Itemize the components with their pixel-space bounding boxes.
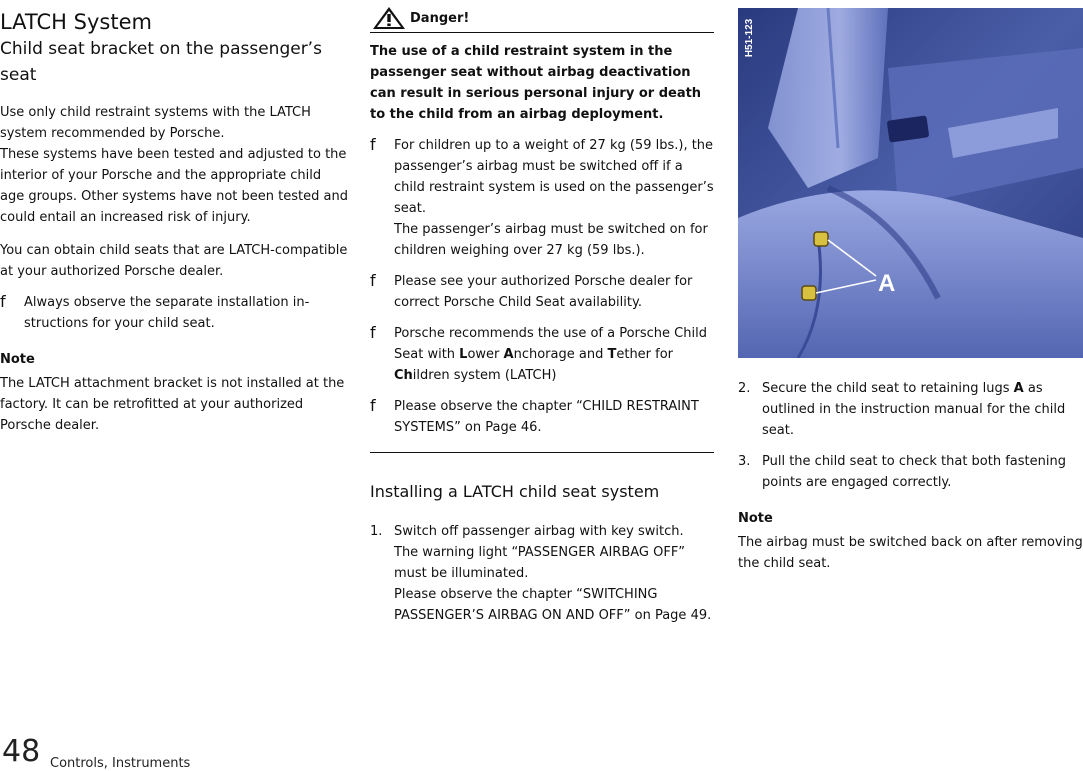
step-item (370, 521, 714, 626)
right-column (738, 378, 1083, 574)
step-text: Please observe the chapter “SWITCHING PASSENGER’S AIRBAG ON AND OFF” on Page 49. (394, 587, 712, 623)
bullet-marker: f (0, 292, 6, 311)
bullet-text-continued: The passenger’s airbag must be switched on for children weighing over 27 kg (59 lbs.). (394, 222, 708, 258)
note-text: The airbag must be switched back on after removing the child seat. (738, 535, 1083, 571)
bullet-text: Please observe the chapter “CHILD RESTRAINT SYSTEMS” on Page 46. (394, 399, 699, 435)
bullet-text: For children up to a weight of 27 kg (59 lbs.), the passenger’s airbag must be switched off if a child restraint system is used on the passenger’s seat. (394, 138, 714, 216)
middle-column (370, 0, 714, 626)
bullet-item (370, 271, 714, 313)
image-code: H51-123 (744, 18, 755, 58)
text-fragment: Secure the child seat to retaining lugs (762, 381, 1014, 396)
dealer-paragraph: You can obtain child seats that are LATCH-compatible at your authorized Porsche dealer. (0, 243, 348, 279)
warning-triangle-icon (372, 6, 406, 30)
note-text: The LATCH attachment bracket is not installed at the factory. It can be retrofitted at your authorized Porsche dealer. (0, 376, 345, 433)
page-number: 48 (2, 734, 41, 769)
text-fragment: ether for (616, 347, 674, 362)
text-fragment: ildren system (LATCH) (412, 368, 557, 383)
left-column (0, 0, 348, 436)
footer-section: Controls, Instruments (50, 756, 191, 771)
page-title: LATCH System (0, 10, 152, 34)
step-number: 1. (370, 524, 383, 539)
step-number: 2. (738, 381, 751, 396)
step-number: 3. (738, 454, 751, 469)
danger-end-rule (370, 452, 714, 453)
step-text: Pull the child seat to check that both fastening points are engaged correctly. (762, 454, 1066, 490)
intro-paragraph: Use only child restraint systems with the LATCH system recommended by Porsche. (0, 105, 311, 141)
latch-acronym-text (394, 323, 714, 386)
acronym-letter: L (459, 347, 468, 362)
bullet-item (370, 396, 714, 438)
section-heading: Installing a LATCH child seat system (370, 482, 660, 501)
text-fragment: nchorage and (513, 347, 608, 362)
note-heading: Note (738, 511, 773, 526)
step-item (738, 451, 1083, 493)
callout-a-label: A (878, 270, 896, 297)
text-fragment: as outlined in the instruction manual for the child seat. (762, 381, 1066, 438)
bullet-text: Always observe the separate installation in-structions for your child seat. (24, 295, 310, 331)
acronym-letter: T (607, 347, 617, 362)
step-text: The warning light “PASSENGER AIRBAG OFF” must be illuminated. (394, 545, 686, 581)
step-text: Switch off passenger airbag with key switch. (394, 524, 684, 539)
bullet-text: Please see your authorized Porsche dealer for correct Porsche Child Seat availability. (394, 274, 693, 310)
text-fragment: ower (467, 347, 504, 362)
danger-text: The use of a child restraint system in the passenger seat without airbag deactivation can result in serious personal injury or death to the child from an airbag deployment. (370, 44, 702, 122)
seat-illustration (738, 8, 1083, 358)
bullet-marker: f (370, 323, 376, 342)
bullet-item (0, 292, 348, 334)
testing-paragraph: These systems have been tested and adjusted to the interior of your Porsche and the appropriate child age groups. Other systems have not been tested and could entail an increased risk of injury. (0, 147, 348, 225)
bullet-marker: f (370, 271, 376, 290)
text-fragment: Porsche recommends the use of a Porsche Child Seat with (394, 326, 707, 362)
bullet-item (370, 323, 714, 386)
danger-label: Danger! (410, 11, 470, 26)
note-heading: Note (0, 352, 35, 367)
bullet-marker: f (370, 396, 376, 415)
lug-reference: A (1013, 381, 1024, 396)
acronym-letter: A (503, 347, 514, 362)
step-item (738, 378, 1083, 441)
step-text (762, 378, 1083, 441)
bullet-marker: f (370, 135, 376, 154)
page-subtitle: Child seat bracket on the passenger’s seat (0, 39, 322, 85)
danger-header (370, 2, 714, 33)
bullet-item (370, 135, 714, 261)
acronym-letter: Ch (394, 368, 413, 383)
